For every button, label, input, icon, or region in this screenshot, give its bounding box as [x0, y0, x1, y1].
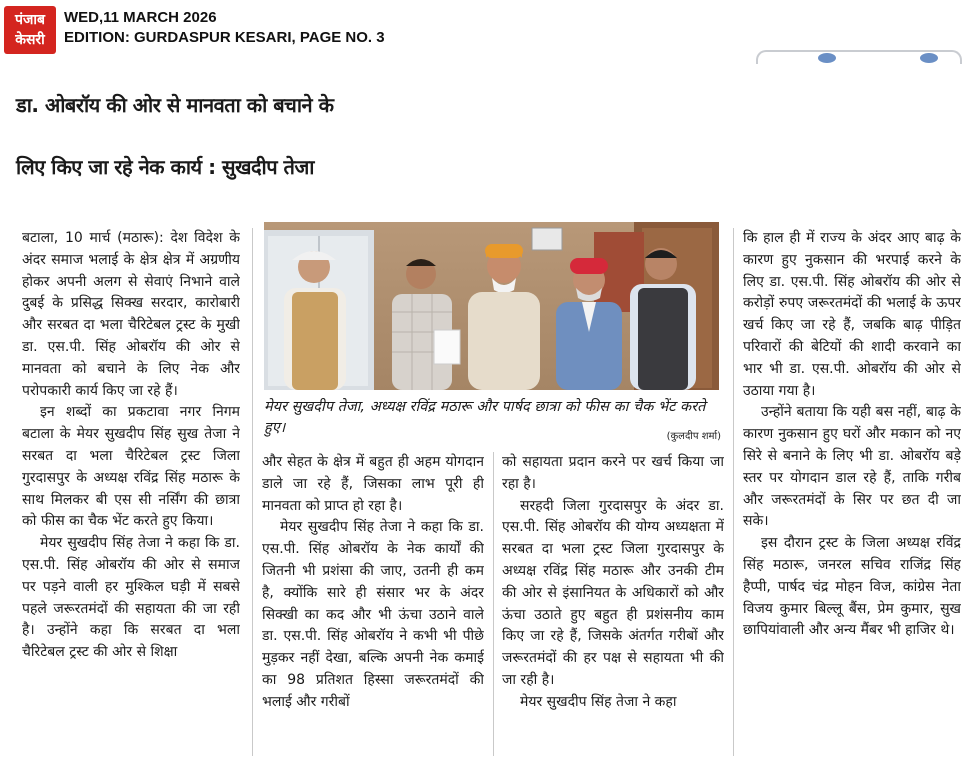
punjab-kesari-logo	[4, 6, 56, 54]
headline-line-2: लिए किए जा रहे नेक कार्य : सुखदीप तेजा	[16, 155, 314, 179]
column-divider	[493, 452, 494, 756]
article-paragraph: कि हाल ही में राज्य के अंदर आए बाढ़ के कारण हुए नुकसान की भरपाई करने के लिए डा. एस.पी. सिंह ओबरॉय की ओर से करोड़ों रुपए जरूरतमंदों की भलाई के ऊपर खर्च किए जा रहे हैं, जबकि बाढ़ पीड़ित परिवारों की बेटियों की शादी करवाने का भार भी डा. एस.पी. ओबरॉय की ओर से उठाया गया है।	[743, 230, 961, 399]
headline	[16, 74, 956, 198]
column-divider	[252, 228, 253, 756]
article-paragraph: और सेहत के क्षेत्र में बहुत ही अहम योगदान डाले जा रहे हैं, जिसका लाभ पूरी ही मानवता को प्राप्त हो रहा है।	[262, 454, 484, 514]
article-column-2	[262, 452, 484, 758]
edition-date: WED,11 MARCH 2026	[64, 9, 217, 26]
edition-name: EDITION: GURDASPUR KESARI, PAGE NO. 3	[64, 29, 385, 46]
article-column-4	[743, 228, 961, 758]
decoration-dot	[818, 53, 836, 63]
headline-line-1: डा. ओबरॉय की ओर से मानवता को बचाने के	[16, 93, 334, 117]
article-column-1	[22, 228, 240, 758]
article-paragraph: बटाला, 10 मार्च (मठारू): देश विदेश के अंदर समाज भलाई के क्षेत्र क्षेत्र में अग्रणीय होकर अपनी अलग से सेवाएं निभाने वाले दुबई के प्रसिद्ध सिक्ख सरदार, कारोबारी और सरबत दा भला चैरिटेबल ट्रस्ट के मुखी डा. एस.पी. सिंह ओबरॉय की ओर से मानवता को बचाने के लिए नेक और परोपकारी कार्य किए जा रहे हैं।	[22, 230, 240, 399]
article-paragraph: मेयर सुखदीप सिंह तेजा ने कहा	[520, 693, 677, 710]
article-paragraph: मेयर सुखदीप सिंह तेजा ने कहा कि डा. एस.पी. सिंह ओबरॉय की ओर से समाज पर पड़ने वाली हर मुश्किल घड़ी में सबसे पहले जरूरतमंदों की सहायता की जा रही है। उन्होंने कहा कि सरबत दा भला चैरिटेबल ट्रस्ट की ओर से शिक्षा	[22, 535, 240, 661]
decoration-dot	[920, 53, 938, 63]
group-photo-illustration	[264, 222, 719, 390]
logo-line-2: केसरी	[15, 32, 45, 48]
column-divider	[733, 228, 734, 756]
article-paragraph: उन्होंने बताया कि यही बस नहीं, बाढ़ के कारण नुकसान हुए घरों और मकान को नए सिरे से बनाने के लिए भी डा. ओबरॉय बड़े स्तर पर योगदान डाल रहे हैं, ताकि गरीब और जरूरतमंदों के सिर पर छत दी जा सके।	[743, 404, 961, 530]
article-paragraph: इस दौरान ट्रस्ट के जिला अध्यक्ष रविंद्र सिंह मठारू, जनरल सचिव राजिंद्र सिंह हैप्पी, पार्षद चंद्र मोहन विज, कांग्रेस नेता विजय कुमार बिल्लू बैंस, प्रेम कुमार, सुख छापियांवाली और अन्य मैंबर भी हाजिर थे।	[743, 535, 961, 639]
article-photo	[264, 222, 719, 390]
article-paragraph: मेयर सुखदीप सिंह तेजा ने कहा कि डा. एस.पी. सिंह ओबरॉय के नेक कार्यों की जितनी भी प्रशंसा की जाए, उतनी ही कम है, क्योंकि सारे ही संसार भर के अंदर सिक्खी का कद और भी ऊंचा उठाने वाले डा. एस.पी. सिंह ओबरॉय ने कभी भी पीछे मुड़कर नहीं देखा, बल्कि अपनी नेक कमाई का 98 प्रतिशत हिस्सा जरूरतमंदों की भलाई और गरीबों	[262, 519, 484, 710]
photo-credit: (कुलदीप शर्मा)	[666, 431, 721, 442]
article-column-3	[502, 452, 724, 758]
article-paragraph: सरहदी जिला गुरदासपुर के अंदर डा. एस.पी. सिंह ओबरॉय की योग्य अध्यक्षता में सरबत दा भला ट्रस्ट जिला गुरदासपुर के अध्यक्ष रविंद्र सिंह मठारू और उनकी टीम की ओर से इंसानियत के अधिकारों को और ऊंचा उठाते हुए बहुत ही प्रशंसनीय काम किए जा रहे हैं, जिसके अंतर्गत गरीबों और जरूरतमंदों की हर पक्ष से सहायता भी की जा रही है।	[502, 497, 724, 688]
photo-caption: मेयर सुखदीप तेजा, अध्यक्ष रविंद्र मठारू और पार्षद छात्रा को फीस का चैक भेंट करते हुए।	[264, 399, 706, 436]
logo-line-1: पंजाब	[15, 12, 45, 28]
article-paragraph: को सहायता प्रदान करने पर खर्च किया जा रहा है।	[502, 454, 724, 492]
edition-info	[64, 8, 385, 48]
article-paragraph: इन शब्दों का प्रकटावा नगर निगम बटाला के मेयर सुखदीप सिंह सुख तेजा ने सरबत दा भला चैरिटेबल ट्रस्ट जिला गुरदासपुर के अध्यक्ष रविंद्र सिंह मठारू के साथ मिलकर बी एस सी नर्सिंग की छात्रा को फीस का चैक भेंट करते हुए किया।	[22, 404, 240, 530]
